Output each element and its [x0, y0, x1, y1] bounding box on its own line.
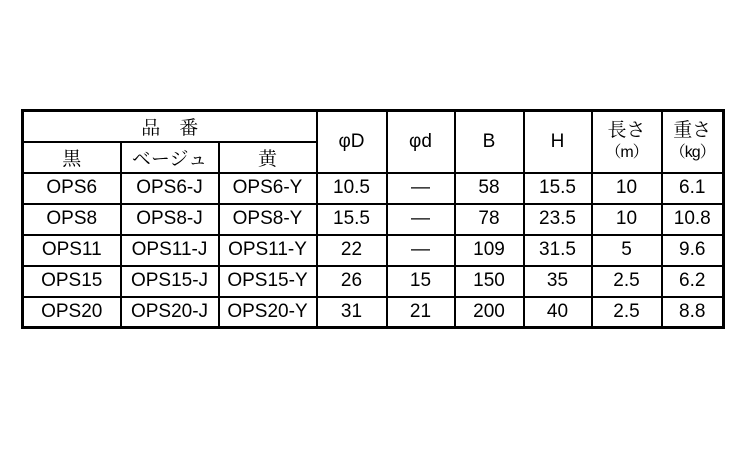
table-cell: OPS8: [23, 204, 121, 235]
table-cell: 10.5: [317, 173, 387, 204]
header-B: B: [455, 111, 524, 173]
table-cell: OPS11-J: [121, 235, 219, 266]
table-cell: 15: [387, 266, 455, 297]
table-cell: 6.2: [662, 266, 724, 297]
table-cell: OPS20: [23, 297, 121, 328]
header-row-1: [23, 111, 724, 142]
table-cell: OPS15-Y: [219, 266, 317, 297]
header-beige: ベージュ: [121, 142, 219, 173]
header-weight-unit: （kg）: [669, 143, 715, 161]
table-cell: 26: [317, 266, 387, 297]
header-phi-D: φD: [317, 111, 387, 173]
table-cell: —: [387, 204, 455, 235]
table-cell: 31.5: [524, 235, 592, 266]
table-cell: —: [387, 235, 455, 266]
product-spec-table: [21, 109, 725, 329]
header-length: [592, 111, 662, 173]
header-length-label: 長さ: [607, 119, 646, 141]
header-part-number: 品 番: [23, 111, 317, 142]
table-cell: 5: [592, 235, 662, 266]
table-cell: —: [387, 173, 455, 204]
table-cell: 10: [592, 204, 662, 235]
table-cell: 78: [455, 204, 524, 235]
table-cell: 35: [524, 266, 592, 297]
table-cell: 23.5: [524, 204, 592, 235]
table-cell: 10.8: [662, 204, 724, 235]
table-cell: OPS20-J: [121, 297, 219, 328]
table-row: [23, 235, 724, 266]
table-cell: OPS6-J: [121, 173, 219, 204]
table-cell: OPS11: [23, 235, 121, 266]
table-cell: 10: [592, 173, 662, 204]
table-cell: 8.8: [662, 297, 724, 328]
table-row: [23, 204, 724, 235]
table-row: [23, 266, 724, 297]
table-row: [23, 297, 724, 328]
table-cell: OPS6: [23, 173, 121, 204]
table-cell: 2.5: [592, 297, 662, 328]
header-length-unit: （m）: [605, 143, 648, 161]
header-H: H: [524, 111, 592, 173]
table-cell: 15.5: [524, 173, 592, 204]
header-weight-label: 重さ: [673, 119, 712, 141]
table-cell: OPS15: [23, 266, 121, 297]
table-cell: 40: [524, 297, 592, 328]
table-cell: 6.1: [662, 173, 724, 204]
table-cell: 21: [387, 297, 455, 328]
table-cell: OPS11-Y: [219, 235, 317, 266]
table-cell: 22: [317, 235, 387, 266]
spec-table: [21, 109, 725, 329]
table-cell: OPS8-Y: [219, 204, 317, 235]
header-yellow: 黄: [219, 142, 317, 173]
table-cell: 150: [455, 266, 524, 297]
header-black: 黒: [23, 142, 121, 173]
header-phi-d: φd: [387, 111, 455, 173]
table-cell: 109: [455, 235, 524, 266]
table-cell: 58: [455, 173, 524, 204]
header-weight: [662, 111, 724, 173]
table-cell: OPS8-J: [121, 204, 219, 235]
table-cell: 31: [317, 297, 387, 328]
table-cell: OPS20-Y: [219, 297, 317, 328]
table-cell: 15.5: [317, 204, 387, 235]
table-row: [23, 173, 724, 204]
table-cell: 200: [455, 297, 524, 328]
table-cell: 9.6: [662, 235, 724, 266]
table-cell: OPS6-Y: [219, 173, 317, 204]
table-cell: OPS15-J: [121, 266, 219, 297]
table-cell: 2.5: [592, 266, 662, 297]
